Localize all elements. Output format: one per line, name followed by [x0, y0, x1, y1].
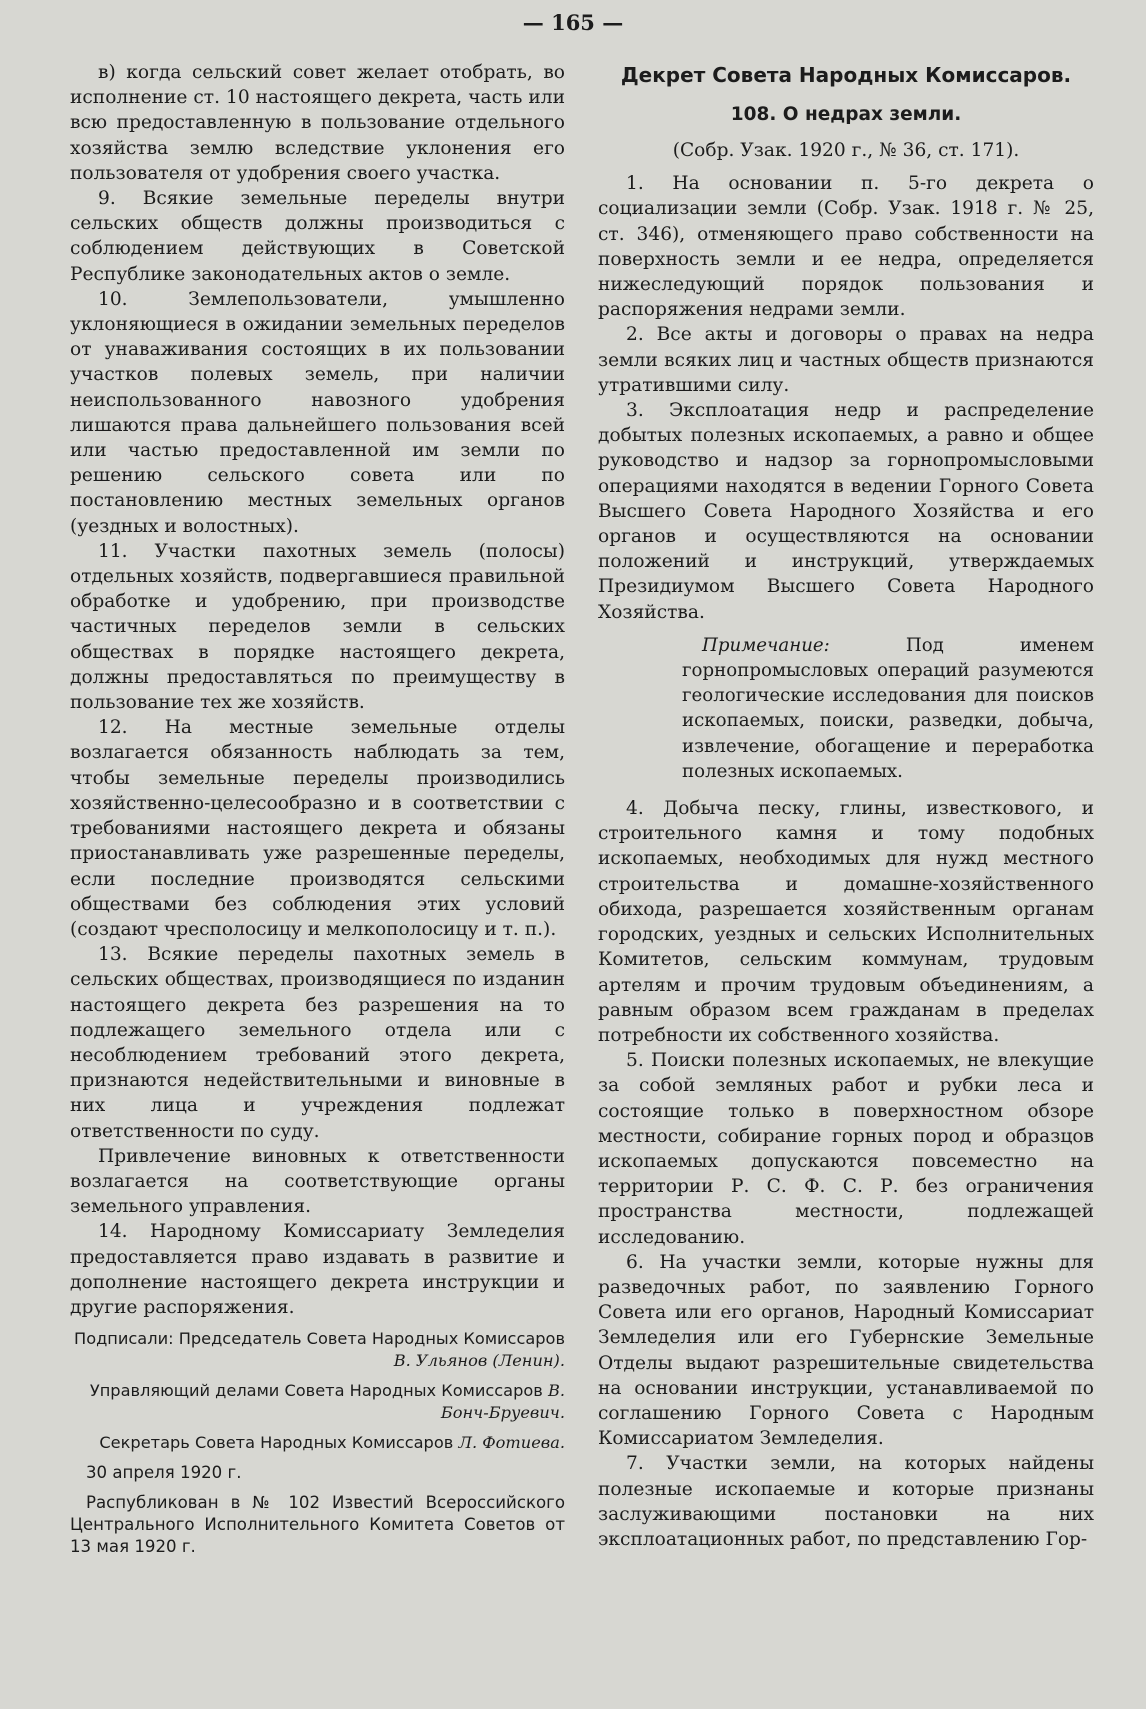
article-2: 2. Все акты и договоры о правах на недра земли всяких лиц и частных обществ признаются утратившими силу.	[598, 324, 1094, 396]
note-text: Под именем горнопромысловых операций разумеются геологические исследования для поисков ископаемых, поиски, разведки, добыча, извлечение, обогащение и переработка полезных ископаемых.	[682, 634, 1094, 782]
page-number: — 165 —	[522, 10, 624, 35]
signature-chairman	[70, 1328, 565, 1372]
signature-manager-title: Управляющий делами Совета Народных Комиссаров	[89, 1381, 543, 1401]
paragraph-12: 12. На местные земельные отделы возлагается обязанность наблюдать за тем, чтобы земельные переделы производились хозяйственно-целесообразно и в соответствии с требованиями настоящего декрета и обязаны приостанавливать уже разрешенные переделы, если последние производятся сельскими обществами без соблюдения этих условий (создают чресполосицу и мелкополосицу и т. п.).	[70, 717, 565, 940]
article-7: 7. Участки земли, на которых найдены полезные ископаемые и которые признаны заслуживающими постановки на них эксплоатационных работ, по представлению Гор-	[598, 1453, 1094, 1550]
paragraph-9: 9. Всякие земельные переделы внутри сельских обществ должны производиться с соблюдением действующих в Советской Республике законодательных актов о земле.	[70, 188, 565, 285]
signature-secretary-title: Секретарь Совета Народных Комиссаров	[99, 1433, 454, 1453]
paragraph-11: 11. Участки пахотных земель (полосы) отдельных хозяйств, подвергавшиеся правильной обработке и удобрению, при производстве частичных переделов земли в сельских обществах в порядке настоящего декрета, должны предоставляться по преимуществу в пользование тех же хозяйств.	[70, 540, 565, 714]
signature-secretary	[70, 1432, 565, 1454]
signature-manager-name: В. Бонч-Бруевич.	[440, 1381, 565, 1423]
right-column	[598, 60, 1094, 1552]
signature-secretary-name: Л. Фотиева.	[458, 1433, 565, 1453]
article-3: 3. Эксплоатация недр и распределение добытых полезных ископаемых, а равно и общее руководство и надзор за горнопромысловыми операциями находятся в ведении Горного Совета Высшего Совета Народного Хозяйства и его органов и осуществляются на основании положений и инструкций, утверждаемых Президиумом Высшего Совета Народного Хозяйства.	[598, 400, 1094, 623]
paragraph-13: 13. Всякие переделы пахотных земель в сельских обществах, производящиеся по изданин настоящего декрета без разрешения на то подлежащего земельного отдела или с несоблюдением требований этого декрета, признаются недействительными и виновные в них лица и учреждения подлежат ответственности по суду.	[70, 944, 565, 1142]
decree-header: Декрет Совета Народных Комиссаров.	[620, 63, 1072, 87]
decree-title: 108. О недрах земли.	[730, 104, 962, 125]
signature-chairman-title: Подписали: Председатель Совета Народных Комиссаров	[74, 1329, 565, 1349]
signature-chairman-name: В. Ульянов (Ленин).	[393, 1351, 565, 1371]
signature-manager	[70, 1380, 565, 1424]
decree-source: (Собр. Узак. 1920 г., № 36, ст. 171).	[672, 140, 1020, 161]
article-1: 1. На основании п. 5-го декрета о социализации земли (Собр. Узак. 1918 г. № 25, ст. 346), отменяющего право собственности на поверхность земли и ее недра, определяется нижеследующий порядок пользования и распоряжения недрами земли.	[598, 173, 1094, 321]
left-column	[70, 60, 565, 1558]
paragraph-10: 10. Землепользователи, умышленно уклоняющиеся в ожидании земельных переделов от унаваживания состоящих в их пользовании участков полевых земель, при наличии неиспользованного навозного удобрения лишаются права дальнейшего пользования всей или частью предоставленной им земли по решению сельского совета или по постановлению местных земельных органов (уездных и волостных).	[70, 288, 565, 537]
publication-note: Распубликован в № 102 Известий Всероссийского Центрального Исполнительного Комитета Советов от 13 мая 1920 г.	[70, 1493, 565, 1557]
paragraph-v: в) когда сельский совет желает отобрать, во исполнение ст. 10 настоящего декрета, часть или всю предоставленную в пользование отдельного хозяйства землю вследствие уклонения его пользователя от удобрения своего участка.	[70, 62, 565, 184]
article-5: 5. Поиски полезных ископаемых, не влекущие за собой земляных работ и рубки леса и состоящие только в поверхностном обзоре местности, собирание горных пород и образцов ископаемых допускаются повсеместно на территории Р. С. Ф. С. Р. без ограничения пространства местности, подлежащей исследованию.	[598, 1050, 1094, 1248]
decree-date: 30 апреля 1920 г.	[86, 1463, 242, 1483]
note-label: Примечание:	[702, 634, 830, 656]
article-4: 4. Добыча песку, глины, известкового, и строительного камня и тому подобных ископаемых, необходимых для нужд местного строительства и домашне-хозяйственного обихода, разрешается хозяйственным органам городских, уездных и сельских Исполнительных Комитетов, сельским коммунам, трудовым артелям и прочим трудовым объединениям, а равным образом всем гражданам в пределах потребности их собственного хозяйства.	[598, 798, 1094, 1046]
paragraph-liability: Привлечение виновных к ответственности возлагается на соответствующие органы земельного управления.	[70, 1145, 565, 1218]
article-6: 6. На участки земли, которые нужны для разведочных работ, по заявлению Горного Совета или его органов, Народный Комиссариат Земледелия или его Губернские Земельные Отделы выдают разрешительные свидетельства на основании инструкции, устанавливаемой по соглашению Горного Совета с Народным Комиссариатом Земледелия.	[598, 1251, 1094, 1450]
paragraph-14: 14. Народному Комиссариату Земледелия предоставляется право издавать в развитие и дополнение настоящего декрета инструкции и другие распоряжения.	[70, 1221, 565, 1318]
note-block	[682, 633, 1094, 784]
